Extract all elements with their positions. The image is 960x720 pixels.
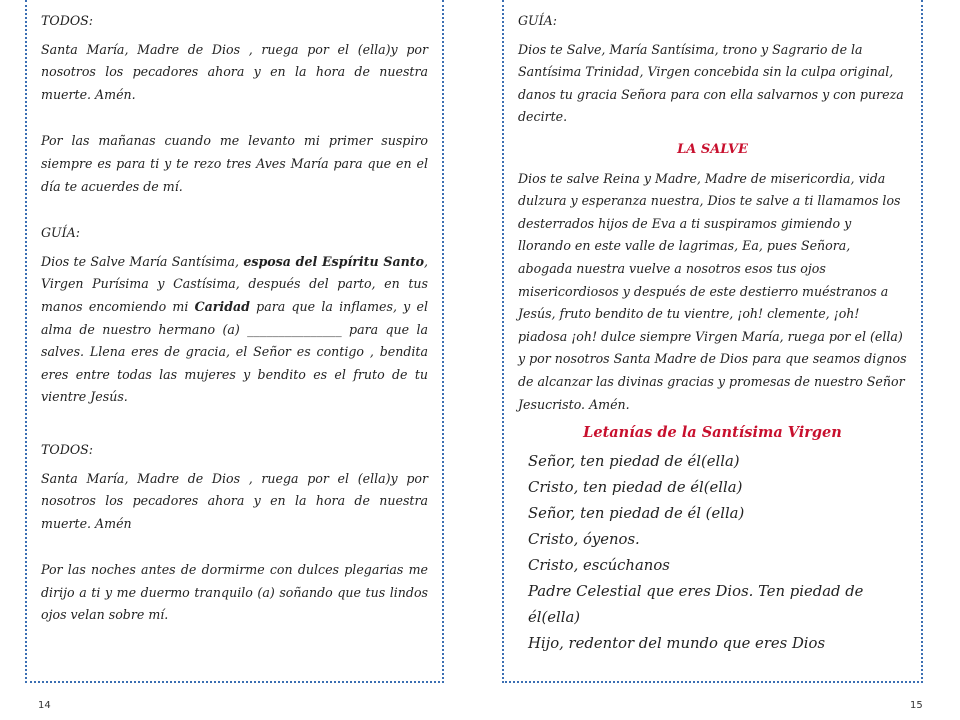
litany-line: Cristo, ten piedad de él(ella) [528,478,743,496]
morning-paragraph: Por las mañanas cuando me levanto mi primer suspiro siempre es para ti y te rezo tres Aves María para que en el día te acuerdes de mí. [41,133,428,194]
litany-title: Letanías de la Santísima Virgen [583,424,842,442]
left-page-frame [25,0,444,683]
guia-prayer-right: Dios te Salve, María Santísima, trono y Sagrario de la Santísima Trinidad, Virgen concebida sin la culpa original, danos tu gracia Señora para con ella salvarnos y con pureza decirte. [518,41,904,125]
night-paragraph: Por las noches antes de dormirme con dulces plegarias me dirijo a ti y me duermo tranquilo (a) soñando que tus lindos ojos velan sobre mí. [41,562,428,623]
litany-line: Cristo, escúchanos [528,556,670,574]
litany-line: Padre Celestial que eres Dios. Ten piedad de él(ella) [528,582,864,626]
litany-line: Cristo, óyenos. [528,530,640,548]
salve-title: LA SALVE [677,141,748,157]
todos-prayer-2: Santa María, Madre de Dios , ruega por el (ella)y por nosotros los pecadores ahora y en la hora de nuestra muerte. Amén [41,470,428,531]
guia-bold-espiritu: esposa del Espíritu Santo [243,253,424,269]
todos-label-1: TODOS: [41,13,94,28]
litany-list [518,449,907,657]
guia-text-part1: Dios te Salve María Santísima, [41,253,244,269]
litany-line: Señor, ten piedad de él(ella) [528,452,740,470]
right-page-frame [502,0,923,683]
guia-text-part3: para que la inflames, y el alma de nuestro hermano (a) _______________ para que la salves. Llena eres de gracia, el Señor es contigo , bendita eres entre todas las mujeres y bendito es el fruto de tu vientre Jesús. [41,298,428,405]
guia-text-part2: , Virgen Purísima y Castísima, después del parto, en tus manos encomiendo mi [41,253,428,314]
todos-prayer-1: Santa María, Madre de Dios , ruega por el (ella)y por nosotros los pecadores ahora y en la hora de nuestra muerte. Amén. [41,41,428,102]
litany-line: Hijo, redentor del mundo que eres Dios [528,634,826,652]
guia-label-left: GUÍA: [41,225,80,241]
guia-bold-caridad: Caridad [194,298,250,314]
guia-prayer-left [41,251,428,409]
guia-label-right: GUÍA: [518,13,557,28]
todos-label-2: TODOS: [41,441,94,457]
page-number-right: 15 [910,700,923,711]
salve-prayer: Dios te salve Reina y Madre, Madre de misericordia, vida dulzura y esperanza nuestra, Dios te salve a ti llamamos los desterrados hijos de Eva a ti suspiramos gimiendo y llorando en este valle de lagrimas, Ea, pues Señora, abogada nuestra vuelve a nosotros esos tus ojos misericordiosos y después de este destierro muéstranos a Jesús, fruto bendito de tu vientre, ¡oh! clemente, ¡oh! piadosa ¡oh! dulce siempre Virgen María, ruega por el (ella) y por nosotros Santa Madre de Dios para que seamos dignos de alcanzar las divinas gracias y promesas de nuestro Señor Jesucristo. Amén. [518,170,907,412]
page-number-left: 14 [38,700,51,711]
litany-line: Señor, ten piedad de él (ella) [528,504,745,522]
